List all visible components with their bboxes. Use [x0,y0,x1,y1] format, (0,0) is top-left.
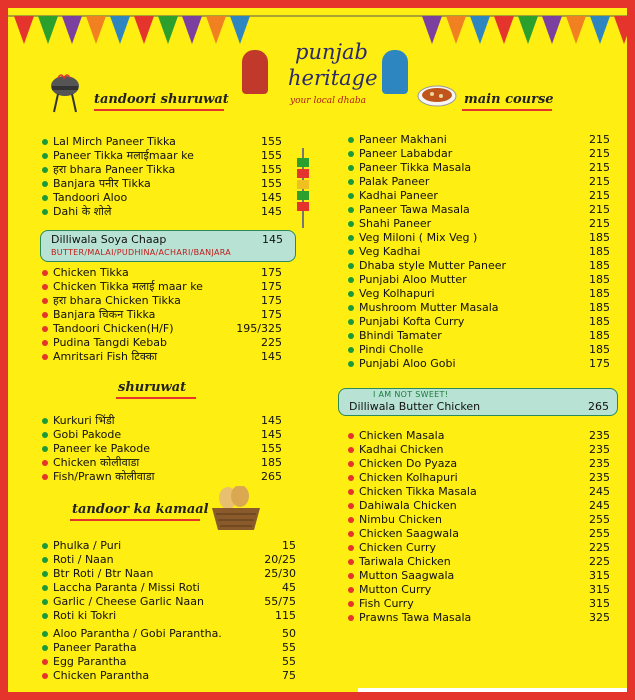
tandoor-paratha-list [42,627,296,683]
menu-item-name: Mutton Curry [359,583,432,596]
veg-dot-icon [42,613,48,619]
brand-name-line1: punjab [295,40,368,64]
menu-item-name: Garlic / Cheese Garlic Naan [53,595,204,608]
menu-item-price: 245 [589,499,610,512]
veg-dot-icon [348,263,354,269]
soya-chaap-box [40,230,296,262]
menu-item-name: Nimbu Chicken [359,513,442,526]
bottom-strip [358,688,627,700]
nonveg-dot-icon [42,340,48,346]
menu-item-name: Banjara पनीर Tikka [53,177,151,190]
bunting-flag [110,16,130,44]
menu-item-name: Pindi Cholle [359,343,424,356]
veg-dot-icon [42,181,48,187]
nonveg-dot-icon [42,460,48,466]
menu-item [42,581,296,595]
butter-chicken-box [338,388,618,416]
menu-item [348,499,610,513]
menu-item [348,231,610,245]
menu-item-price: 215 [589,189,610,202]
menu-item-name: Chicken Saagwala [359,527,459,540]
menu-item [348,471,610,485]
menu-item-price: 185 [261,456,282,469]
menu-item-price: 265 [261,470,282,483]
menu-item [348,259,610,273]
menu-item-price: 175 [261,280,282,293]
veg-dot-icon [42,585,48,591]
menu-item-name: Aloo Parantha / Gobi Parantha. [53,627,222,640]
butter-chicken-name: Dilliwala Butter Chicken [349,400,481,413]
bunting-flag [614,16,627,44]
menu-item-name: Palak Paneer [359,175,430,188]
menu-item-name: Chicken कोलीवाडा [53,456,140,469]
menu-item-name: Tariwala Chicken [359,555,451,568]
bunting-flag [494,16,514,44]
menu-item-name: Chicken Masala [359,429,445,442]
veg-dot-icon [348,221,354,227]
menu-item-name: Pudina Tangdi Kebab [53,336,167,349]
menu-item [42,177,282,191]
menu-item [348,287,610,301]
nonveg-dot-icon [348,461,354,467]
menu-item-name: Shahi Paneer [359,217,432,230]
tandoori-shuruwat-title: tandoori shuruwat [94,92,229,107]
bunting-flag [566,16,586,44]
veg-dot-icon [348,277,354,283]
title-underline [462,109,552,111]
nonveg-dot-icon [348,433,354,439]
menu-item [348,273,610,287]
menu-item [348,485,610,499]
menu-item [348,457,610,471]
menu-item-price: 215 [589,147,610,160]
menu-item-name: Roti / Naan [53,553,114,566]
bunting-flag [62,16,82,44]
menu-item-price: 175 [589,357,610,370]
menu-item-name: Egg Parantha [53,655,127,668]
brand-name-line2: heritage [288,66,378,90]
main-course-title: main course [464,92,554,107]
menu-item-price: 185 [589,231,610,244]
menu-item [348,343,610,357]
menu-item-name: Chicken Tikka [53,266,129,279]
menu-item [42,595,296,609]
menu-item [42,456,282,470]
veg-dot-icon [42,645,48,651]
menu-item-name: Amritsari Fish टिक्का [53,350,158,363]
veg-dot-icon [42,631,48,637]
menu-item [348,527,610,541]
menu-item [42,135,282,149]
menu-item-name: Roti ki Tokri [53,609,117,622]
menu-item-name: Btr Roti / Btr Naan [53,567,154,580]
bunting-flag [518,16,538,44]
menu-item-price: 215 [589,161,610,174]
menu-item-name: Kadhai Paneer [359,189,438,202]
menu-item [42,280,282,294]
menu-item-name: Banjara चिकन Tikka [53,308,156,321]
veg-dot-icon [348,361,354,367]
veg-dot-icon [348,235,354,241]
nonveg-dot-icon [42,354,48,360]
bunting-flag [590,16,610,44]
menu-item [348,315,610,329]
menu-item [348,583,610,597]
menu-item [42,350,282,364]
shuruwat-list [42,414,282,484]
nonveg-dot-icon [42,659,48,665]
menu-item [42,266,282,280]
menu-item [348,133,610,147]
nonveg-dot-icon [348,601,354,607]
dancer-left-icon [242,50,268,94]
menu-item-price: 185 [589,287,610,300]
menu-item-price: 145 [261,414,282,427]
nonveg-dot-icon [348,517,354,523]
nonveg-dot-icon [348,573,354,579]
menu-item-price: 185 [589,273,610,286]
menu-item [42,414,282,428]
bunting-flag [86,16,106,44]
veg-dot-icon [348,151,354,157]
bunting-flag [542,16,562,44]
veg-dot-icon [348,207,354,213]
curry-bowl-icon [416,82,458,114]
menu-item-price: 50 [282,627,296,640]
veg-dot-icon [42,167,48,173]
menu-item [348,329,610,343]
menu-item-name: Veg Miloni ( Mix Veg ) [359,231,478,244]
soya-chaap-price: 145 [262,233,283,246]
title-underline [116,397,196,399]
menu-item-name: Paneer Tawa Masala [359,203,470,216]
menu-item [42,470,282,484]
menu-item-price: 195/325 [236,322,282,335]
menu-item [348,513,610,527]
menu-item-price: 155 [261,135,282,148]
menu-item [42,655,296,669]
bunting-flag [422,16,442,44]
menu-item-name: Tandoori Aloo [53,191,128,204]
menu-item [42,609,296,623]
tandoori-nonveg-list [42,266,282,364]
nonveg-dot-icon [348,615,354,621]
dancer-right-icon [382,50,408,94]
nonveg-dot-icon [348,489,354,495]
menu-item-price: 185 [589,301,610,314]
menu-item [42,442,282,456]
menu-item-name: Chicken Kolhapuri [359,471,458,484]
menu-item-price: 175 [261,294,282,307]
kebab-skewer-icon [292,148,314,228]
tandoor-ka-kamaal-title: tandoor ka kamaal [72,502,209,517]
veg-dot-icon [42,446,48,452]
menu-item-name: Paneer Makhani [359,133,447,146]
menu-item-price: 245 [589,485,610,498]
menu-item [348,597,610,611]
menu-item-name: Veg Kolhapuri [359,287,435,300]
menu-item-name: Chicken Do Pyaza [359,457,458,470]
menu-item [348,443,610,457]
menu-item-price: 185 [589,329,610,342]
menu-item-price: 235 [589,471,610,484]
menu-item [42,641,296,655]
menu-item-price: 145 [261,191,282,204]
main-nonveg-list [348,429,610,625]
menu-item-name: Mushroom Mutter Masala [359,301,499,314]
nonveg-dot-icon [348,545,354,551]
menu-item-name: Kurkuri भिंडी [53,414,115,427]
menu-item-price: 25/30 [264,567,296,580]
bunting-flag [470,16,490,44]
butter-chicken-tag: I AM NOT SWEET! [373,390,449,399]
menu-item [42,322,282,336]
brand-logo [240,30,410,116]
menu-item-name: Chicken Parantha [53,669,150,682]
menu-item-price: 155 [261,177,282,190]
nonveg-dot-icon [42,298,48,304]
menu-item-name: Veg Kadhai [359,245,421,258]
menu-item-name: Bhindi Tamater [359,329,442,342]
menu-item-price: 235 [589,443,610,456]
veg-dot-icon [348,137,354,143]
menu-item-price: 115 [275,609,296,622]
menu-item [42,553,296,567]
nonveg-dot-icon [42,673,48,679]
menu-item [42,308,282,322]
menu-item [348,203,610,217]
bunting-flag [206,16,226,44]
menu-item-price: 185 [589,259,610,272]
menu-item-price: 75 [282,669,296,682]
menu-item [348,555,610,569]
menu-item [42,336,282,350]
menu-item [42,191,282,205]
menu-item-name: Punjabi Kofta Curry [359,315,465,328]
menu-item [42,539,296,553]
bread-basket-icon [210,486,262,532]
menu-item-name: Kadhai Chicken [359,443,444,456]
menu-item [42,428,282,442]
title-underline [70,519,200,521]
veg-dot-icon [348,193,354,199]
soya-chaap-flavours: BUTTER/MALAI/PUDHINA/ACHARI/BANJARA [51,248,232,257]
veg-dot-icon [42,571,48,577]
menu-item-price: 175 [261,266,282,279]
soya-chaap-name: Dilliwala Soya Chaap [51,233,167,246]
menu-item-name: Punjabi Aloo Mutter [359,273,467,286]
menu-item-price: 225 [589,555,610,568]
menu-item-price: 215 [589,217,610,230]
menu-item-price: 185 [589,245,610,258]
veg-dot-icon [42,139,48,145]
nonveg-dot-icon [42,270,48,276]
menu-item [348,569,610,583]
nonveg-dot-icon [348,503,354,509]
menu-item [348,541,610,555]
veg-dot-icon [42,153,48,159]
butter-chicken-price: 265 [588,400,609,413]
bunting-flag [38,16,58,44]
bunting-flag [446,16,466,44]
veg-dot-icon [348,291,354,297]
menu-item-name: हरा bhara Chicken Tikka [53,294,181,307]
menu-item-price: 215 [589,203,610,216]
veg-dot-icon [42,432,48,438]
veg-dot-icon [42,418,48,424]
menu-item-name: Lal Mirch Paneer Tikka [53,135,176,148]
menu-item-price: 155 [261,163,282,176]
veg-dot-icon [348,347,354,353]
menu-item-price: 255 [589,513,610,526]
bunting-flag [182,16,202,44]
nonveg-dot-icon [42,474,48,480]
main-veg-list [348,133,610,371]
menu-item-price: 185 [589,343,610,356]
menu-item-name: Fish/Prawn कोलीवाडा [53,470,155,483]
menu-item [348,175,610,189]
menu-item [348,429,610,443]
menu-item-price: 155 [261,442,282,455]
nonveg-dot-icon [42,326,48,332]
menu-item-price: 325 [589,611,610,624]
menu-item-name: Laccha Paranta / Missi Roti [53,581,200,594]
menu-item-name: Prawns Tawa Masala [359,611,472,624]
menu-item-price: 315 [589,597,610,610]
menu-item [42,627,296,641]
menu-item [348,301,610,315]
menu-item [42,567,296,581]
menu-item-price: 55 [282,641,296,654]
brand-tagline: your local dhaba [290,96,366,106]
menu-item-price: 225 [261,336,282,349]
menu-item-name: Dhaba style Mutter Paneer [359,259,507,272]
menu-item-name: Mutton Saagwala [359,569,455,582]
menu-item-price: 255 [589,527,610,540]
menu-item-name: Paneer Tikka Masala [359,161,472,174]
veg-dot-icon [348,319,354,325]
veg-dot-icon [42,195,48,201]
menu-item-name: Paneer Lababdar [359,147,453,160]
menu-item [42,669,296,683]
menu-item [42,163,282,177]
menu-item-price: 145 [261,205,282,218]
veg-dot-icon [42,557,48,563]
menu-item-price: 145 [261,350,282,363]
grill-icon [48,72,82,114]
menu-item-price: 20/25 [264,553,296,566]
nonveg-dot-icon [348,531,354,537]
menu-item-price: 215 [589,175,610,188]
menu-item-name: Fish Curry [359,597,414,610]
menu-item-price: 235 [589,429,610,442]
menu-item-name: Tandoori Chicken(H/F) [53,322,174,335]
menu-item-price: 315 [589,583,610,596]
menu-item-name: Phulka / Puri [53,539,122,552]
menu-item [348,189,610,203]
menu-item-price: 235 [589,457,610,470]
menu-item-price: 145 [261,428,282,441]
menu-item-name: Paneer ke Pakode [53,442,150,455]
veg-dot-icon [42,543,48,549]
nonveg-dot-icon [348,475,354,481]
menu-item-name: Paneer Paratha [53,641,137,654]
menu-item [348,217,610,231]
menu-item-name: Paneer Tikka मलाईmaar ke [53,149,194,162]
menu-item-name: Punjabi Aloo Gobi [359,357,456,370]
menu-item-price: 215 [589,133,610,146]
menu-item [348,357,610,371]
nonveg-dot-icon [42,284,48,290]
menu-item-name: Gobi Pakode [53,428,122,441]
bunting-flag [158,16,178,44]
veg-dot-icon [42,599,48,605]
menu-item-price: 185 [589,315,610,328]
nonveg-dot-icon [348,447,354,453]
tandoori-veg-list [42,135,282,219]
menu-item-name: हरा bhara Paneer Tikka [53,163,176,176]
menu-item [42,149,282,163]
menu-item-name: Dahi के शोले [53,205,112,218]
nonveg-dot-icon [348,559,354,565]
menu-item-price: 155 [261,149,282,162]
menu-item-price: 225 [589,541,610,554]
menu-item [348,161,610,175]
menu-item-price: 55 [282,655,296,668]
veg-dot-icon [42,209,48,215]
tandoor-bread-list [42,539,296,623]
menu-item [348,245,610,259]
menu-item-price: 55/75 [264,595,296,608]
veg-dot-icon [348,165,354,171]
menu-item [42,294,282,308]
menu-item-name: Chicken Tikka मलाई maar ke [53,280,203,293]
menu-item-name: Chicken Tikka Masala [359,485,477,498]
bunting-flag [134,16,154,44]
menu-item-name: Dahiwala Chicken [359,499,457,512]
veg-dot-icon [348,305,354,311]
menu-item [42,205,282,219]
veg-dot-icon [348,249,354,255]
shuruwat-title: shuruwat [118,380,187,395]
menu-item-price: 315 [589,569,610,582]
menu-item [348,147,610,161]
menu-item [348,611,610,625]
menu-item-price: 15 [282,539,296,552]
nonveg-dot-icon [348,587,354,593]
nonveg-dot-icon [42,312,48,318]
veg-dot-icon [348,333,354,339]
menu-item-name: Chicken Curry [359,541,436,554]
bunting-flag [14,16,34,44]
menu-item-price: 45 [282,581,296,594]
veg-dot-icon [348,179,354,185]
menu-item-price: 175 [261,308,282,321]
title-underline [94,109,224,111]
